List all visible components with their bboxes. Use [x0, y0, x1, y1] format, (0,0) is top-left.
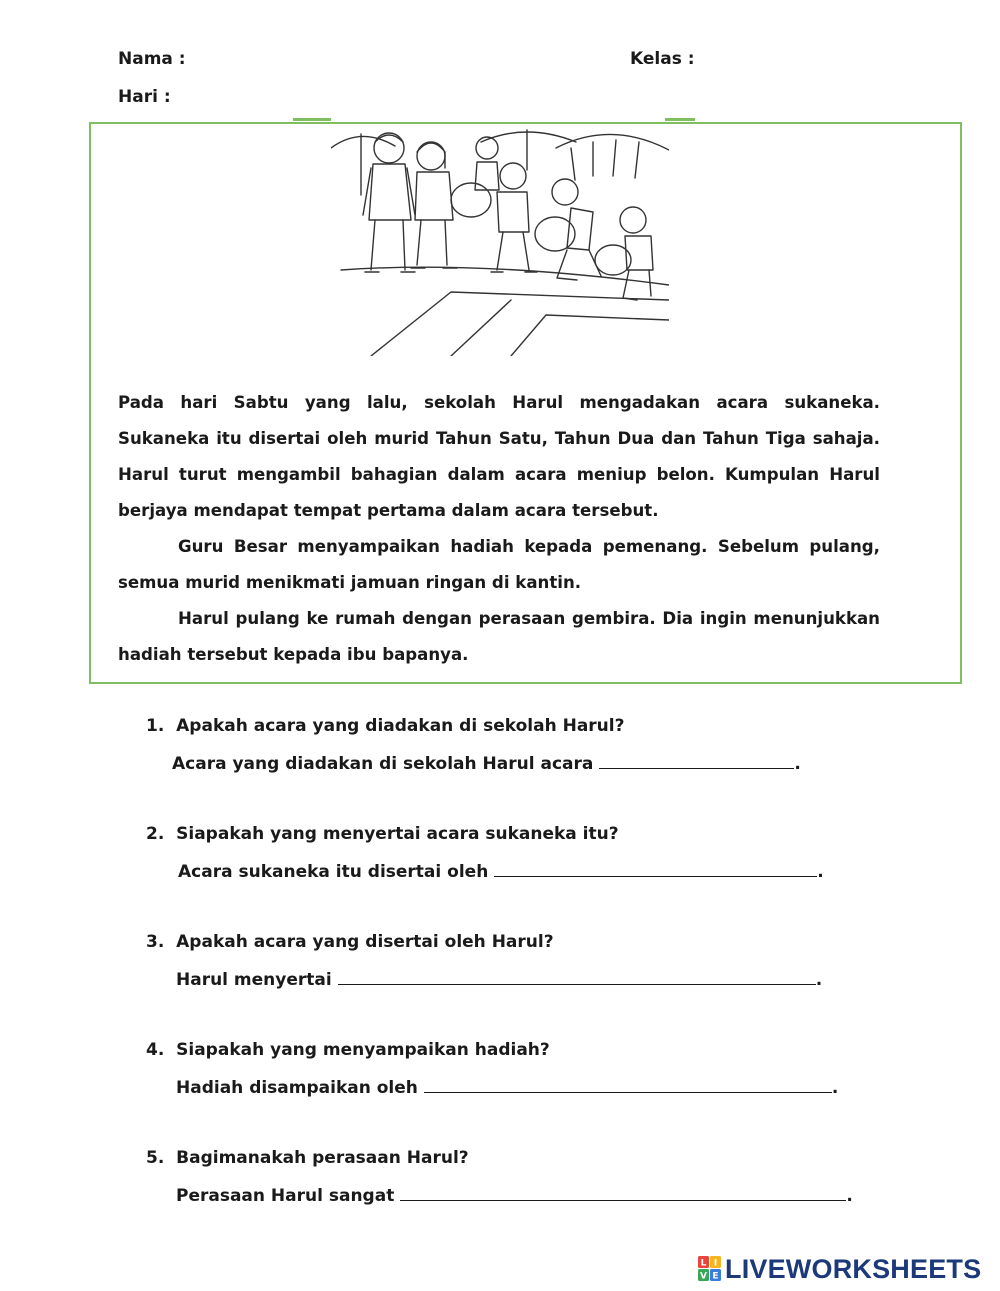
- question-3: [146, 932, 554, 952]
- question-2: [146, 824, 619, 844]
- answer-blank-5[interactable]: [400, 1184, 846, 1201]
- question-text: Siapakah yang menyampaikan hadiah?: [176, 1040, 550, 1060]
- children-balloon-blowing-contest-illustration-icon: [331, 120, 669, 356]
- svg-text:E: E: [712, 1271, 719, 1282]
- answer-blank-3[interactable]: [338, 968, 816, 985]
- answer-period: .: [846, 1186, 853, 1206]
- question-text: Apakah acara yang disertai oleh Harul?: [176, 932, 554, 952]
- kelas-label: Kelas :: [630, 49, 695, 69]
- passage-paragraph-3: Harul pulang ke rumah dengan perasaan gembira. Dia ingin menunjukkan hadiah tersebut kepada ibu bapanya.: [118, 609, 880, 664]
- logo-text: LIVEWORKSHEETS: [725, 1253, 982, 1284]
- question-text: Bagimanakah perasaan Harul?: [176, 1148, 469, 1168]
- question-4: [146, 1040, 550, 1060]
- answer-3: [176, 968, 822, 990]
- answer-5: [176, 1184, 853, 1206]
- answer-prefix: Acara sukaneka itu disertai oleh: [178, 862, 489, 882]
- question-text: Apakah acara yang diadakan di sekolah Harul?: [176, 716, 625, 736]
- frame-tab-left: [293, 118, 331, 121]
- passage-paragraph-1: Pada hari Sabtu yang lalu, sekolah Harul mengadakan acara sukaneka. Sukaneka itu disertai oleh murid Tahun Satu, Tahun Dua dan Tahun Tiga sahaja. Harul turut mengambil bahagian dalam acara meniup belon. Kumpulan Harul berjaya mendapat tempat pertama dalam acara tersebut.: [118, 393, 880, 520]
- liveworksheets-logo: [698, 1254, 981, 1284]
- question-number: 2.: [146, 824, 165, 844]
- frame-tab-right: [665, 118, 695, 121]
- answer-blank-4[interactable]: [424, 1076, 832, 1093]
- svg-text:V: V: [700, 1271, 707, 1282]
- svg-text:L: L: [700, 1258, 707, 1269]
- hari-label: Hari :: [118, 87, 171, 107]
- question-number: 1.: [146, 716, 165, 736]
- passage-paragraph-2: Guru Besar menyampaikan hadiah kepada pemenang. Sebelum pulang, semua murid menikmati jamuan ringan di kantin.: [118, 537, 880, 592]
- answer-prefix: Acara yang diadakan di sekolah Harul acara: [172, 754, 594, 774]
- svg-text:I: I: [713, 1258, 718, 1269]
- answer-prefix: Harul menyertai: [176, 970, 332, 990]
- answer-prefix: Hadiah disampaikan oleh: [176, 1078, 418, 1098]
- question-number: 5.: [146, 1148, 165, 1168]
- answer-4: [176, 1076, 838, 1098]
- answer-blank-1[interactable]: [599, 752, 794, 769]
- question-text: Siapakah yang menyertai acara sukaneka itu?: [176, 824, 619, 844]
- answer-period: .: [831, 1078, 839, 1098]
- answer-1: [172, 752, 801, 774]
- answer-prefix: Perasaan Harul sangat: [176, 1186, 395, 1206]
- answer-period: .: [794, 754, 801, 774]
- nama-label: Nama :: [118, 49, 186, 69]
- answer-period: .: [817, 862, 824, 882]
- answer-blank-2[interactable]: [494, 860, 817, 877]
- answer-period: .: [815, 970, 823, 990]
- question-5: [146, 1148, 469, 1168]
- question-1: [146, 716, 624, 736]
- question-number: 3.: [146, 932, 165, 952]
- liveworksheets-logo-icon: [698, 1256, 722, 1282]
- answer-2: [178, 860, 824, 882]
- question-number: 4.: [146, 1040, 165, 1060]
